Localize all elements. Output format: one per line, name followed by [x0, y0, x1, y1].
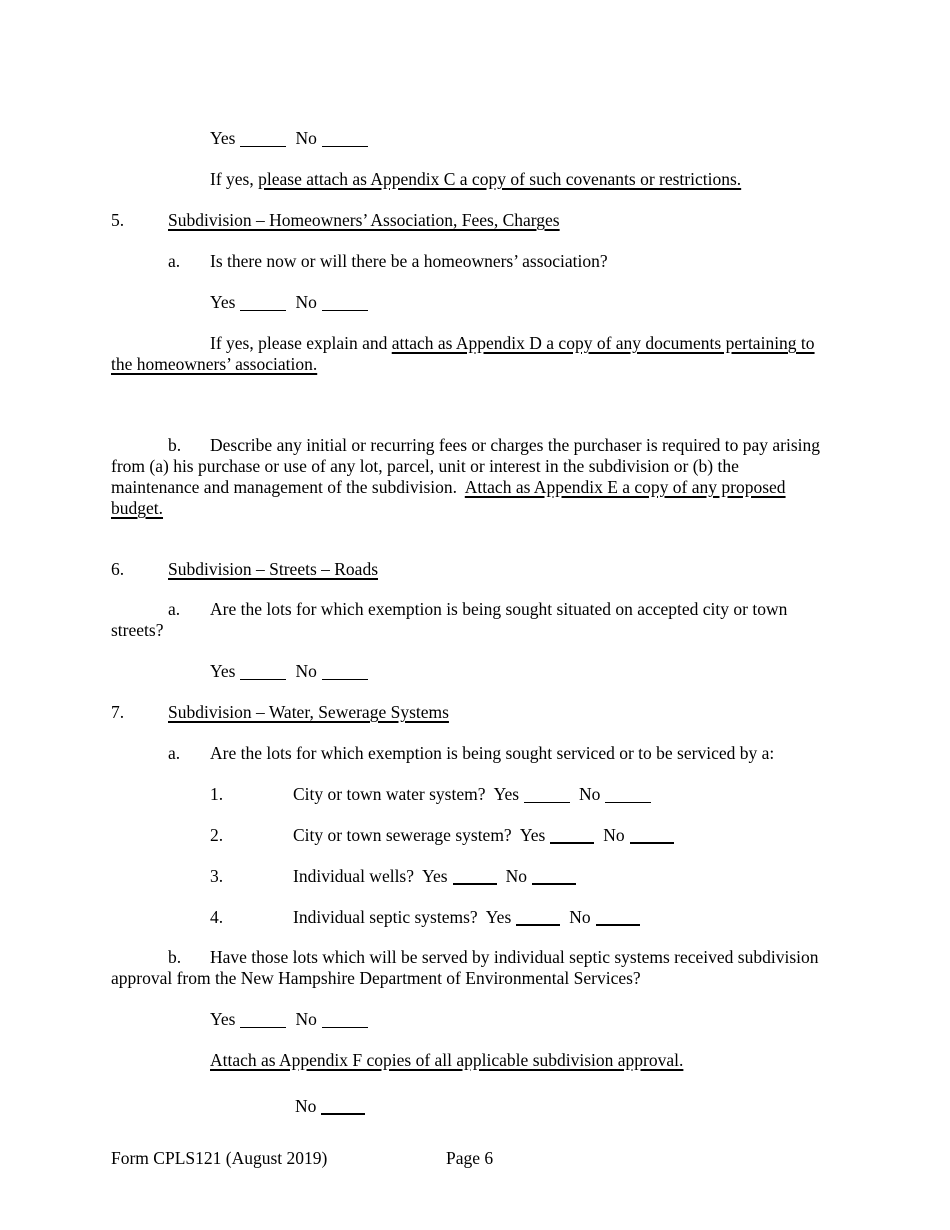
item-7a-text: Are the lots for which exemption is being sought serviced or to be serviced by a:: [210, 743, 775, 763]
yes-blank[interactable]: [453, 883, 497, 885]
section-7-number: 7.: [111, 702, 125, 722]
if-yes-prefix: If yes,: [210, 169, 259, 189]
subitem-2-text: City or town sewerage system?: [293, 825, 520, 845]
yes-label: Yes: [519, 825, 546, 845]
no-blank[interactable]: [605, 802, 651, 803]
yes-blank[interactable]: [516, 924, 560, 926]
no-blank[interactable]: [532, 883, 576, 885]
item-7b-line1: [111, 947, 850, 968]
item-5b-text: Describe any initial or recurring fees or charges the purchaser is required to pay arising: [210, 435, 820, 455]
item-7b-text: Have those lots which will be served by individual septic systems received subdivision: [210, 947, 819, 967]
footer-page-number: Page 6: [446, 1148, 494, 1168]
section-5-title: Subdivision – Homeowners’ Association, Fees, Charges: [168, 210, 560, 230]
item-6a-line2: [111, 620, 850, 641]
appendix-d-instruction-line1: [111, 333, 850, 354]
section-6-number: 6.: [111, 559, 125, 579]
page-footer: [111, 1148, 850, 1169]
item-7b-marker: b.: [168, 947, 182, 967]
yes-blank[interactable]: [550, 842, 594, 844]
yes-no-line-q4: [111, 128, 850, 149]
section-7-heading: [111, 702, 850, 723]
no-blank[interactable]: [322, 1027, 368, 1028]
yes-blank[interactable]: [240, 1027, 286, 1028]
section-6-title: Subdivision – Streets – Roads: [168, 559, 379, 579]
yes-label: Yes: [485, 907, 512, 927]
item-5b-line1: [111, 435, 850, 456]
appendix-f-instruction: [111, 1050, 850, 1071]
section-5-heading: [111, 210, 850, 231]
no-label: No: [295, 128, 317, 148]
item-6a-line1: [111, 599, 850, 620]
if-yes-explain-prefix: If yes, please explain and: [210, 333, 392, 353]
item-7b-line2: [111, 968, 850, 989]
appendix-d-underlined-text: attach as Appendix D a copy of any documents pertaining to: [391, 333, 815, 353]
yes-no-line-6a: [111, 661, 850, 682]
no-label: No: [295, 661, 317, 681]
item-5b-line4: [111, 498, 850, 519]
no-label: No: [569, 907, 591, 927]
item-5a: [111, 251, 850, 272]
subitem-2: [111, 825, 850, 846]
subitem-1-marker: 1.: [210, 784, 224, 804]
no-blank[interactable]: [630, 842, 674, 844]
subitem-4-marker: 4.: [210, 907, 224, 927]
yes-no-line-7b: [111, 1009, 850, 1030]
appendix-e-underlined-text: Attach as Appendix E a copy of any proposed: [464, 477, 786, 497]
yes-label: Yes: [493, 784, 520, 804]
no-label: No: [295, 1009, 317, 1029]
item-7a: [111, 743, 850, 764]
item-5b-marker: b.: [168, 435, 182, 455]
no-blank[interactable]: [596, 924, 640, 926]
item-6a-text: streets?: [111, 620, 164, 640]
item-7b-text: approval from the New Hampshire Department of Environmental Services?: [111, 968, 641, 988]
no-blank[interactable]: [322, 310, 368, 311]
appendix-f-underlined-text: Attach as Appendix F copies of all applicable subdivision approval.: [210, 1050, 684, 1070]
item-5b-text: maintenance and management of the subdivision.: [111, 477, 465, 497]
footer-form-id: Form CPLS121 (August 2019): [111, 1148, 328, 1168]
yes-blank[interactable]: [240, 310, 286, 311]
item-6a-marker: a.: [168, 599, 181, 619]
no-blank[interactable]: [322, 679, 368, 680]
section-5-number: 5.: [111, 210, 125, 230]
yes-blank[interactable]: [240, 679, 286, 680]
yes-no-line-5a: [111, 292, 850, 313]
yes-label: Yes: [210, 128, 236, 148]
no-label: No: [295, 292, 317, 312]
subitem-1: [111, 784, 850, 805]
section-6-heading: [111, 559, 850, 580]
item-5a-marker: a.: [168, 251, 181, 271]
no-label: No: [603, 825, 625, 845]
subitem-4-text: Individual septic systems?: [293, 907, 486, 927]
appendix-d-instruction-line2: [111, 354, 850, 375]
appendix-c-instruction: [111, 169, 850, 190]
section-7-title: Subdivision – Water, Sewerage Systems: [168, 702, 449, 722]
no-label: No: [505, 866, 527, 886]
item-5b-line3: [111, 477, 850, 498]
item-6a-text: Are the lots for which exemption is being sought situated on accepted city or town: [210, 599, 788, 619]
no-blank[interactable]: [321, 1113, 365, 1115]
yes-label: Yes: [210, 1009, 236, 1029]
subitem-1-text: City or town water system?: [293, 784, 494, 804]
subitem-3: [111, 866, 850, 887]
appendix-e-underlined-text: budget.: [111, 498, 164, 518]
yes-label: Yes: [210, 292, 236, 312]
subitem-3-marker: 3.: [210, 866, 224, 886]
yes-blank[interactable]: [240, 146, 286, 147]
subitem-3-text: Individual wells?: [293, 866, 423, 886]
yes-blank[interactable]: [524, 802, 570, 803]
appendix-c-underlined-text: please attach as Appendix C a copy of such covenants or restrictions.: [258, 169, 742, 189]
stray-no-line: [111, 1096, 850, 1117]
item-5a-text: Is there now or will there be a homeowners’ association?: [210, 251, 608, 271]
item-7a-marker: a.: [168, 743, 181, 763]
yes-label: Yes: [210, 661, 236, 681]
subitem-4: [111, 907, 850, 928]
appendix-d-underlined-text: the homeowners’ association.: [111, 354, 318, 374]
item-5b-text: from (a) his purchase or use of any lot, parcel, unit or interest in the subdivision or (b) the: [111, 456, 739, 476]
item-5b-line2: [111, 456, 850, 477]
no-label: No: [579, 784, 601, 804]
no-blank[interactable]: [322, 146, 368, 147]
yes-label: Yes: [422, 866, 448, 886]
no-label: No: [295, 1096, 317, 1116]
subitem-2-marker: 2.: [210, 825, 224, 845]
